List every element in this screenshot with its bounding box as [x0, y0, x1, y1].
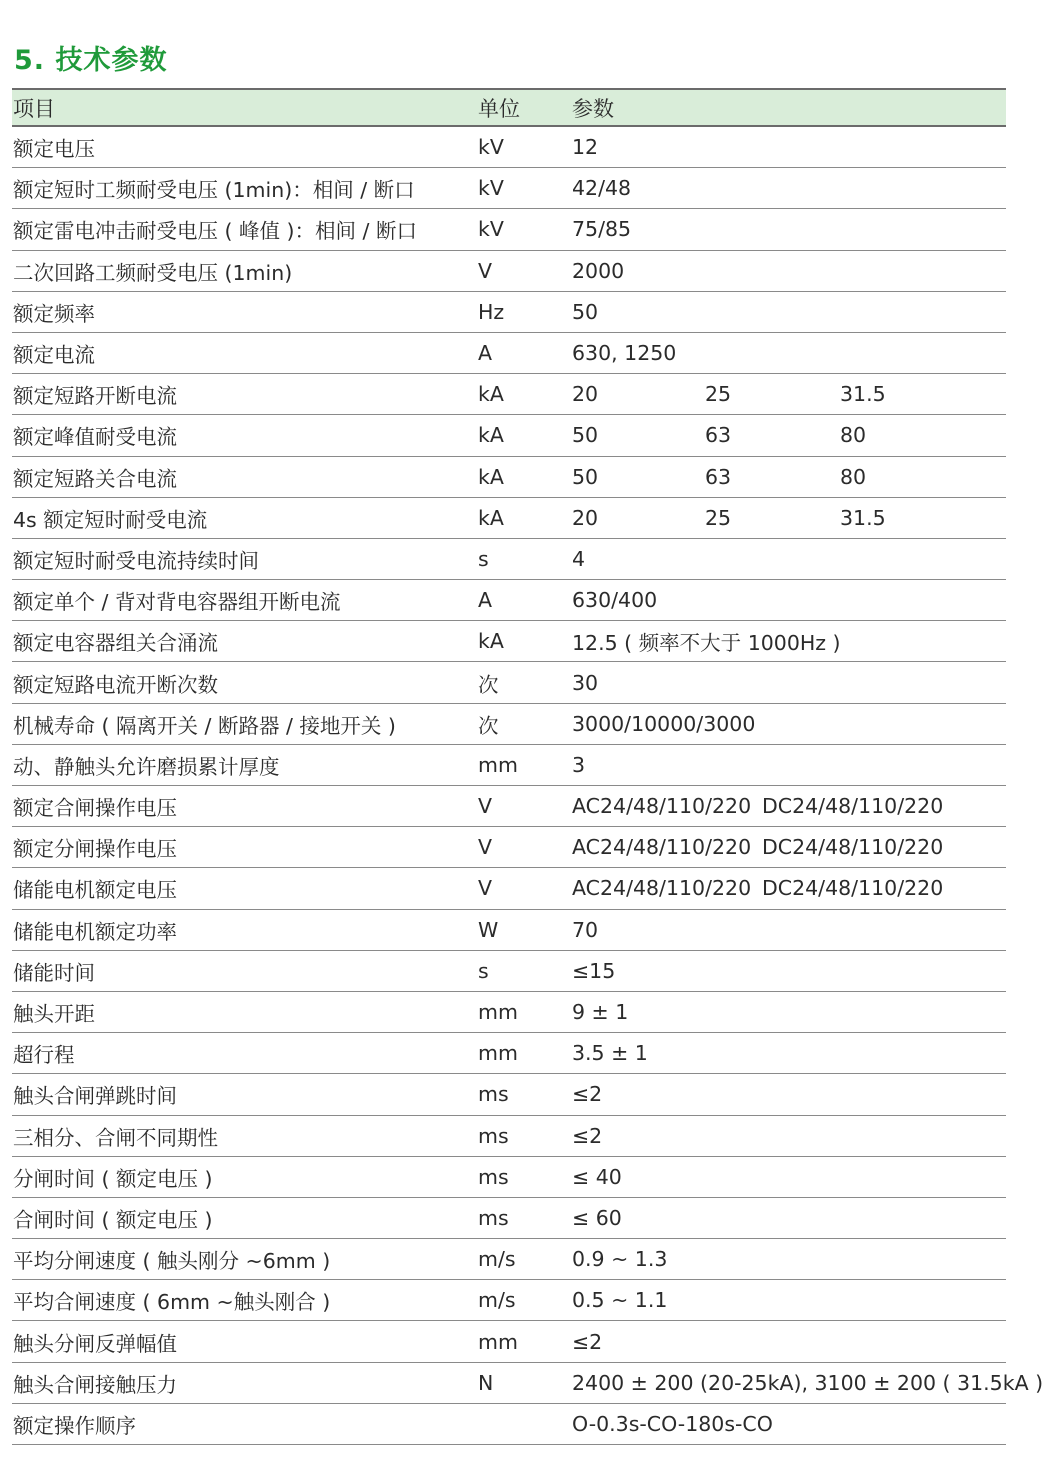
row-unit: mm [478, 1041, 518, 1066]
row-value: 20 [572, 382, 599, 407]
table-row [12, 827, 1006, 868]
row-item: 触头分闸反弹幅值 [13, 1331, 177, 1356]
table-row [12, 1074, 1006, 1115]
row-value: 12.5 ( 频率不大于 1000Hz ) [572, 631, 841, 656]
row-unit: 次 [478, 672, 499, 697]
row-unit: V [478, 835, 493, 860]
row-unit: kV [478, 217, 504, 242]
table-row [12, 251, 1006, 292]
table-body [12, 127, 1044, 1445]
row-value: 42/48 [572, 176, 632, 201]
row-item: 额定频率 [13, 301, 95, 326]
row-value-2: 25 [705, 382, 732, 407]
row-item: 额定分闸操作电压 [13, 837, 177, 862]
header-item: 项目 [13, 96, 55, 121]
row-item: 触头开距 [13, 1002, 95, 1027]
row-unit: mm [478, 1329, 518, 1354]
row-unit: kV [478, 176, 504, 201]
row-unit: V [478, 876, 493, 901]
row-item: 储能电机额定功率 [13, 919, 177, 944]
table-row [12, 992, 1006, 1033]
row-item: 额定电容器组关合涌流 [13, 631, 218, 656]
row-item: 储能电机额定电压 [13, 878, 177, 903]
row-unit: s [478, 546, 489, 571]
row-unit: N [478, 1370, 494, 1395]
row-unit: A [478, 588, 493, 613]
row-value-2: 25 [705, 505, 732, 530]
table-row [12, 498, 1006, 539]
row-unit: ms [478, 1082, 509, 1107]
row-value: ≤15 [572, 958, 616, 983]
row-unit: kA [478, 382, 504, 407]
row-value-2: 63 [705, 464, 732, 489]
table-row [12, 1239, 1006, 1280]
row-value-3: 80 [840, 423, 867, 448]
row-unit: kA [478, 629, 504, 654]
row-item: 额定合闸操作电压 [13, 796, 177, 821]
row-item: 额定短时耐受电流持续时间 [13, 548, 259, 573]
table-row [12, 580, 1006, 621]
table-row [12, 662, 1006, 703]
row-value: 50 [572, 464, 599, 489]
table-row [12, 374, 1006, 415]
row-unit: 次 [478, 713, 499, 738]
row-item: 触头合闸弹跳时间 [13, 1084, 177, 1109]
table-row [12, 745, 1006, 786]
row-item: 平均分闸速度 ( 触头刚分 ~6mm ) [13, 1249, 331, 1274]
row-value: 75/85 [572, 217, 632, 242]
row-value: 3000/10000/3000 [572, 711, 756, 736]
row-value: 3 [572, 752, 586, 777]
table-row [12, 292, 1006, 333]
header-value: 参数 [572, 96, 614, 121]
row-value: O-0.3s-CO-180s-CO [572, 1411, 773, 1436]
row-value: 0.5 ~ 1.1 [572, 1288, 668, 1313]
row-value: 20 [572, 505, 599, 530]
row-item: 额定电压 [13, 137, 95, 162]
row-value-ac: AC24/48/110/220 [572, 835, 752, 860]
row-unit: W [478, 917, 499, 942]
table-row [12, 910, 1006, 951]
row-value-dc: DC24/48/110/220 [762, 835, 944, 860]
row-unit: kA [478, 464, 504, 489]
row-value-dc: DC24/48/110/220 [762, 794, 944, 819]
row-unit: ms [478, 1123, 509, 1148]
row-unit: Hz [478, 299, 505, 324]
row-item: 额定短时工频耐受电压 (1min)：相间 / 断口 [13, 178, 415, 203]
row-value: 630/400 [572, 588, 658, 613]
row-item: 平均合闸速度 ( 6mm ~触头刚合 ) [13, 1290, 331, 1315]
row-item: 分闸时间 ( 额定电压 ) [13, 1166, 213, 1191]
row-value-3: 80 [840, 464, 867, 489]
table-row [12, 457, 1006, 498]
row-value: 9 ± 1 [572, 1000, 629, 1025]
row-value-2: 63 [705, 423, 732, 448]
row-value-3: 31.5 [840, 382, 886, 407]
row-unit: kA [478, 423, 504, 448]
row-value: 3.5 ± 1 [572, 1041, 648, 1066]
table-row [12, 415, 1006, 456]
row-unit: s [478, 958, 489, 983]
table-header-row [12, 88, 1006, 127]
table-row [12, 621, 1006, 662]
table-row [12, 1157, 1006, 1198]
row-unit: mm [478, 752, 518, 777]
row-item: 合闸时间 ( 额定电压 ) [13, 1207, 213, 1232]
row-unit: V [478, 258, 493, 283]
row-value-ac: AC24/48/110/220 [572, 876, 752, 901]
row-unit: kV [478, 135, 504, 160]
row-item: 二次回路工频耐受电压 (1min) [13, 260, 293, 285]
row-unit: m/s [478, 1288, 516, 1313]
row-item: 动、静触头允许磨损累计厚度 [13, 754, 280, 779]
row-unit: m/s [478, 1247, 516, 1272]
row-item: 4s 额定短时耐受电流 [13, 507, 208, 532]
row-value: 50 [572, 423, 599, 448]
row-unit: A [478, 341, 493, 366]
row-value: ≤ 40 [572, 1164, 622, 1189]
row-value: 0.9 ~ 1.3 [572, 1247, 668, 1272]
row-value-ac: AC24/48/110/220 [572, 794, 752, 819]
row-item: 超行程 [13, 1043, 75, 1068]
row-value: ≤2 [572, 1082, 603, 1107]
row-item: 额定雷电冲击耐受电压 ( 峰值 )：相间 / 断口 [13, 219, 417, 244]
table-row [12, 868, 1006, 909]
row-item: 额定短路关合电流 [13, 466, 177, 491]
row-value: ≤2 [572, 1123, 603, 1148]
row-unit: kA [478, 505, 504, 530]
row-item: 额定操作顺序 [13, 1413, 136, 1438]
row-value: 2400 ± 200 (20-25kA), 3100 ± 200 ( 31.5kA ) [572, 1370, 1044, 1395]
table-row [12, 1033, 1006, 1074]
row-value: ≤ 60 [572, 1205, 622, 1230]
table-row [12, 1280, 1006, 1321]
table-row [12, 168, 1006, 209]
row-item: 额定峰值耐受电流 [13, 425, 177, 450]
row-unit: ms [478, 1205, 509, 1230]
row-value: 12 [572, 135, 599, 160]
row-item: 触头合闸接触压力 [13, 1372, 177, 1397]
table-row [12, 1198, 1006, 1239]
table-row [12, 209, 1006, 250]
table-row [12, 786, 1006, 827]
row-item: 机械寿命 ( 隔离开关 / 断路器 / 接地开关 ) [13, 713, 396, 738]
table-row [12, 127, 1006, 168]
table-row [12, 704, 1006, 745]
table-row [12, 1116, 1006, 1157]
row-unit: mm [478, 1000, 518, 1025]
row-item: 额定短路开断电流 [13, 384, 177, 409]
row-value: 4 [572, 546, 586, 571]
table-row [12, 333, 1006, 374]
row-value: ≤2 [572, 1329, 603, 1354]
table-row [12, 539, 1006, 580]
row-value: 30 [572, 670, 599, 695]
row-value: 70 [572, 917, 599, 942]
row-unit: ms [478, 1164, 509, 1189]
table-row [12, 951, 1006, 992]
row-value-3: 31.5 [840, 505, 886, 530]
table-row [12, 1321, 1006, 1362]
row-value-dc: DC24/48/110/220 [762, 876, 944, 901]
row-unit: V [478, 794, 493, 819]
row-item: 额定电流 [13, 343, 95, 368]
spec-table [12, 88, 1044, 1445]
row-value: 630, 1250 [572, 341, 677, 366]
table-row [12, 1404, 1006, 1445]
row-item: 三相分、合闸不同期性 [13, 1125, 218, 1150]
section-title: 5. 技术参数 [14, 45, 168, 76]
table-row [12, 1363, 1044, 1404]
row-value: 2000 [572, 258, 625, 283]
row-item: 储能时间 [13, 960, 95, 985]
row-value: 50 [572, 299, 599, 324]
row-item: 额定单个 / 背对背电容器组开断电流 [13, 590, 341, 615]
row-item: 额定短路电流开断次数 [13, 672, 218, 697]
header-unit: 单位 [478, 96, 520, 121]
